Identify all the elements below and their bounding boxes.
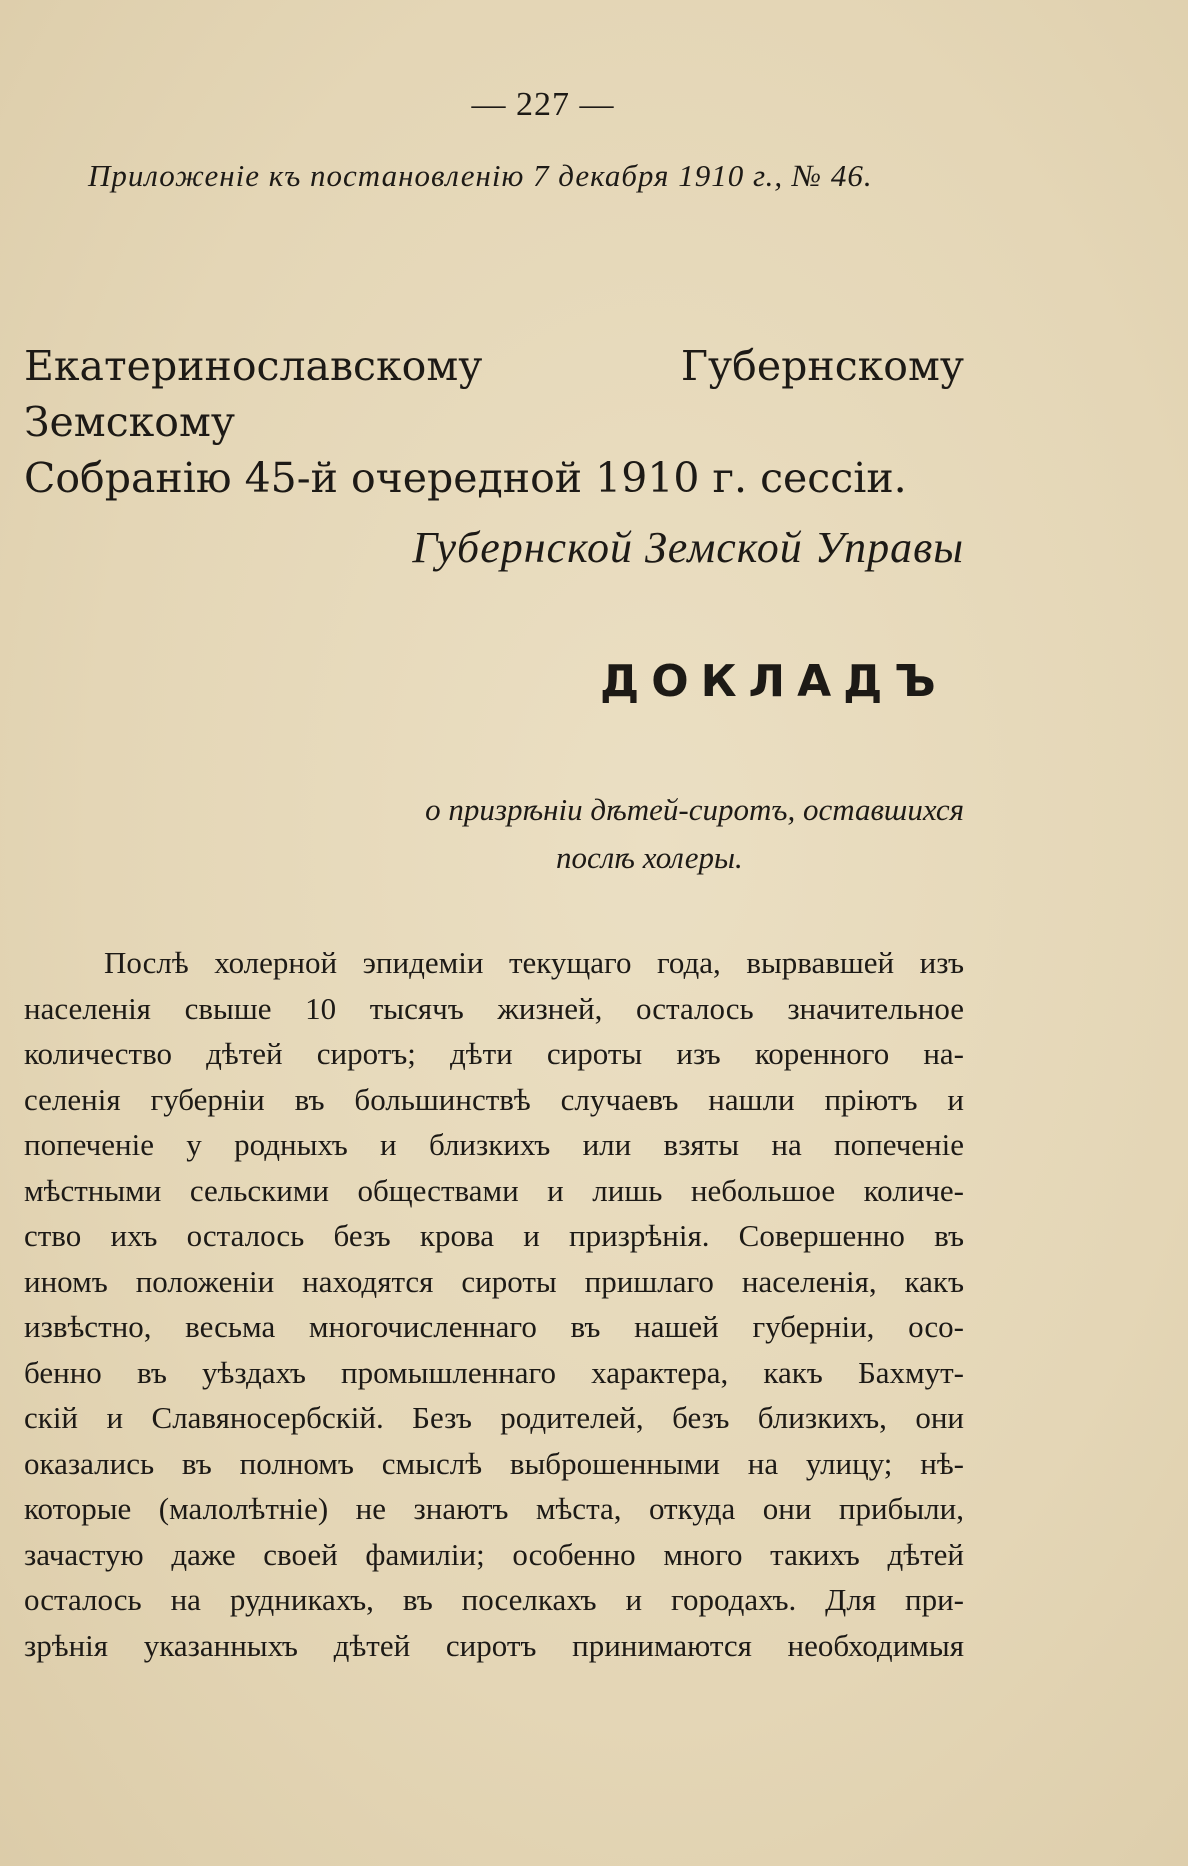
- body-line: ство ихъ осталось безъ крова и призрѣнія. Совершенно въ: [24, 1218, 964, 1253]
- subject: [360, 786, 964, 882]
- body-line: иномъ положеніи находятся сироты пришлаго населенія, какъ: [24, 1263, 964, 1299]
- appendix-note: Приложеніе къ постановленію 7 декабря 1910 г., № 46.: [88, 158, 873, 193]
- addressee-line-2: Собранію 45-й очередной 1910 г. сессіи.: [24, 454, 907, 502]
- document-title: ДОКЛАДЪ: [600, 656, 948, 707]
- body-line: количество дѣтей сиротъ; дѣти сироты изъ коренного на-: [24, 1036, 964, 1071]
- body-line: извѣстно, весьма многочисленнаго въ нашей губерніи, осо-: [24, 1309, 964, 1344]
- addressee: [24, 338, 964, 506]
- body-line: зачастую даже своей фамиліи; особенно много такихъ дѣтей: [24, 1536, 964, 1572]
- body-line: зрѣнія указанныхъ дѣтей сиротъ принимаются необходимыя: [24, 1627, 964, 1663]
- body-line: мѣстными сельскими обществами и лишь небольшое количе-: [24, 1172, 964, 1208]
- subject-line-2: послѣ холеры.: [556, 840, 743, 875]
- addressee-line-1: Екатеринославскому Губернскому Земскому: [24, 342, 964, 446]
- body-line: бенно въ уѣздахъ промышленнаго характера, какъ Бахмут-: [24, 1354, 964, 1390]
- body-line: осталось на рудникахъ, въ поселкахъ и городахъ. Для при-: [24, 1582, 964, 1617]
- page-number: — 227 —: [471, 86, 615, 123]
- body-line: которые (малолѣтніе) не знаютъ мѣста, откуда они прибыли,: [24, 1491, 964, 1526]
- body-line: оказались въ полномъ смыслѣ выброшенными на улицу; нѣ-: [24, 1445, 964, 1481]
- body-line: Послѣ холерной эпидеміи текущаго года, вырвавшей изъ: [104, 945, 964, 980]
- body-line: скій и Славяносербскій. Безъ родителей, безъ близкихъ, они: [24, 1400, 964, 1435]
- subject-line-1: о призрѣніи дѣтей-сиротъ, оставшихся: [425, 792, 964, 827]
- sender: Губернской Земской Управы: [412, 523, 964, 572]
- body-line: селенія губерніи въ большинствѣ случаевъ нашли пріютъ и: [24, 1081, 964, 1117]
- body-line: населенія свыше 10 тысячъ жизней, осталось значительное: [24, 990, 964, 1026]
- body-line: попеченіе у родныхъ и близкихъ или взяты на попеченіе: [24, 1127, 964, 1162]
- body-text: [24, 940, 964, 1668]
